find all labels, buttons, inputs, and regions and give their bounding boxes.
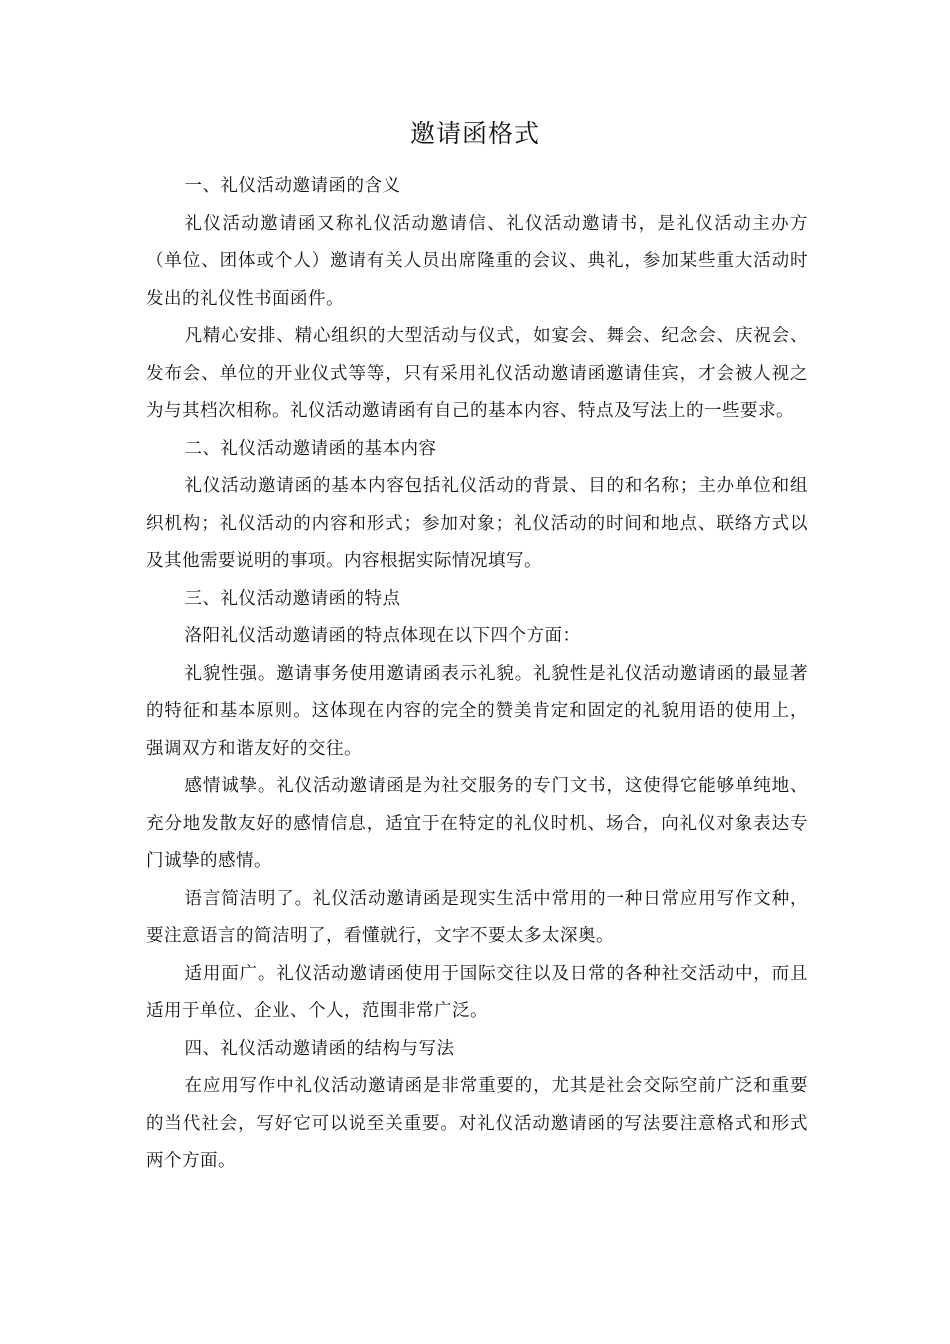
paragraph-features-intro: 洛阳礼仪活动邀请函的特点体现在以下四个方面： [184,626,581,646]
paragraph-usage: 凡精心安排、精心组织的大型活动与仪式，如宴会、舞会、纪念会、庆祝会、发布会、单位的开业仪式等等，只有采用礼仪活动邀请函邀请佳宾，才会被人视之为与其档次相称。礼仪活动邀请函有自己的基本内容、特点及写法上的一些要求。 [146,326,808,421]
paragraph-feature-sincerity: 感情诚挚。礼仪活动邀请函是为社交服务的专门文书，这使得它能够单纯地、充分地发散友好的感情信息，适宜于在特定的礼仪时机、场合，向礼仪对象表达专门诚挚的感情。 [146,776,808,871]
section-heading-2: 二、礼仪活动邀请函的基本内容 [184,438,437,459]
paragraph-structure: 在应用写作中礼仪活动邀请函是非常重要的，尤其是社会交际空前广泛和重要的当代社会，写好它可以说至关重要。对礼仪活动邀请函的写法要注意格式和形式两个方面。 [146,1076,808,1171]
paragraph-feature-concise: 语言简洁明了。礼仪活动邀请函是现实生活中常用的一种日常应用写作文种，要注意语言的简洁明了，看懂就行，文字不要太多太深奥。 [146,888,808,946]
section-heading-3: 三、礼仪活动邀请函的特点 [184,588,401,609]
paragraph-feature-broad-use: 适用面广。礼仪活动邀请函使用于国际交往以及日常的各种社交活动中，而且适用于单位、企业、个人，范围非常广泛。 [146,963,808,1021]
section-heading-1: 一、礼仪活动邀请函的含义 [184,176,401,196]
document-body [146,168,808,1181]
paragraph-basic-content: 礼仪活动邀请函的基本内容包括礼仪活动的背景、目的和名称；主办单位和组织机构；礼仪活动的内容和形式；参加对象；礼仪活动的时间和地点、联络方式以及其他需要说明的事项。内容根据实际情况填写。 [146,476,808,571]
section-heading-4: 四、礼仪活动邀请函的结构与写法 [184,1038,455,1059]
paragraph-definition: 礼仪活动邀请函又称礼仪活动邀请信、礼仪活动邀请书，是礼仪活动主办方（单位、团体或个人）邀请有关人员出席隆重的会议、典礼，参加某些重大活动时发出的礼仪性书面函件。 [146,213,808,309]
paragraph-feature-politeness: 礼貌性强。邀请事务使用邀请函表示礼貌。礼貌性是礼仪活动邀请函的最显著的特征和基本原则。这体现在内容的完全的赞美肯定和固定的礼貌用语的使用上，强调双方和谐友好的交往。 [146,663,808,759]
document-title: 邀请函格式 [409,119,540,148]
